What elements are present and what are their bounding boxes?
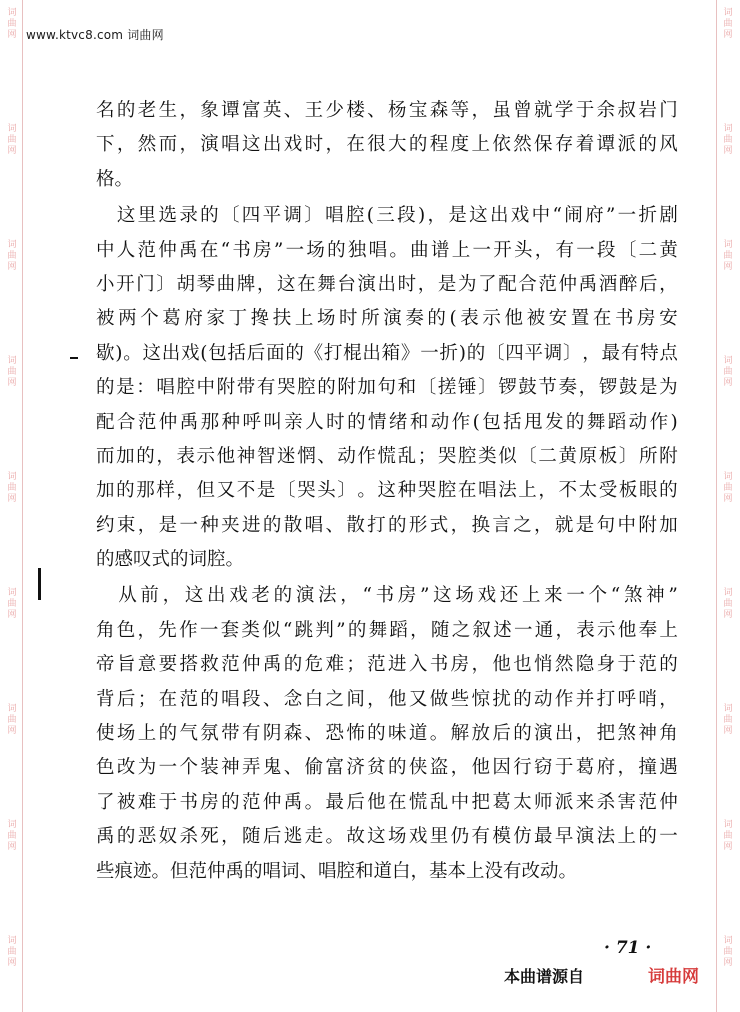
watermark-char: 曲 [723, 251, 733, 261]
watermark-char: 词 [723, 124, 733, 134]
watermark-char: 词 [723, 8, 733, 18]
watermark-char: 词 [7, 588, 17, 598]
margin-mark-bottom [38, 568, 41, 600]
watermark-group [718, 8, 738, 41]
text-line: 角 色 ， 先 作 一 套 类 似 “ 跳 判 ” 的 舞 蹈 ， 随 之 叙 述 一 通 ， 表 示 他 奉 上 [96, 619, 678, 641]
watermark-char: 曲 [723, 831, 733, 841]
watermark-char: 曲 [723, 483, 733, 493]
watermark-group [2, 240, 22, 273]
watermark-char: 曲 [723, 367, 733, 377]
watermark-char: 网 [723, 958, 733, 968]
text-line: 的感叹式的词腔。 [96, 549, 245, 571]
watermark-char: 曲 [7, 483, 17, 493]
watermark-char: 网 [7, 262, 17, 272]
watermark-group [718, 472, 738, 505]
watermark-group [718, 240, 738, 273]
watermark-char: 曲 [723, 715, 733, 725]
watermark-group [718, 704, 738, 737]
watermark-group [2, 588, 22, 621]
watermark-char: 曲 [7, 947, 17, 957]
text-line: 了 被 难 于 书 房 的 范 仲 禹 。 最 后 他 在 慌 乱 中 把 葛 太 师 派 来 杀 害 范 仲 [96, 791, 678, 813]
watermark-char: 曲 [7, 251, 17, 261]
text-line: 从 前 ， 这 出 戏 老 的 演 法 ， “ 书 房 ” 这 场 戏 还 上 来 一 个 “ 煞 神 ” [118, 585, 678, 607]
watermark-char: 网 [7, 726, 17, 736]
watermark-group [718, 356, 738, 389]
watermark-char: 曲 [723, 599, 733, 609]
watermark-group [2, 704, 22, 737]
watermark-char: 网 [723, 726, 733, 736]
watermark-char: 词 [723, 240, 733, 250]
watermark-char: 词 [7, 472, 17, 482]
watermark-group [2, 8, 22, 41]
watermark-char: 词 [723, 356, 733, 366]
watermark-group [718, 124, 738, 157]
text-line: 被 两 个 葛 府 家 丁 搀 扶 上 场 时 所 演 奏 的 ( 表 示 他 被 安 置 在 书 房 安 [96, 308, 678, 330]
watermark-rule-left [22, 0, 23, 1012]
watermark-char: 曲 [7, 19, 17, 29]
watermark-char: 词 [7, 8, 17, 18]
watermark-column-right [718, 0, 738, 1012]
watermark-char: 词 [723, 936, 733, 946]
watermark-char: 网 [7, 610, 17, 620]
text-line: 加 的 那 样 ， 但 又 不 是 〔 哭 头 〕 。 这 种 哭 腔 在 唱 法 上 ， 不 太 受 板 眼 的 [96, 480, 678, 502]
watermark-group [2, 820, 22, 853]
watermark-char: 曲 [7, 135, 17, 145]
text-line: 配 合 范 仲 禹 那 种 呼 叫 亲 人 时 的 情 绪 和 动 作 ( 包 括 甩 发 的 舞 蹈 动 作 ) [96, 411, 678, 433]
text-line: 小 开 门 〕 胡 琴 曲 牌 ， 这 在 舞 台 演 出 时 ， 是 为 了 配 合 范 仲 禹 酒 醉 后 ， [96, 273, 678, 295]
watermark-char: 网 [723, 378, 733, 388]
watermark-char: 网 [7, 378, 17, 388]
text-line: 约 束 ， 是 一 种 夹 进 的 散 唱 、 散 打 的 形 式 ， 换 言 之 ， 就 是 句 中 附 加 [96, 514, 678, 536]
text-line: 些痕迹。但范仲禹的唱词、唱腔和道白，基本上没有改动。 [96, 860, 578, 882]
watermark-char: 网 [7, 842, 17, 852]
watermark-char: 网 [7, 30, 17, 40]
text-line: 禹 的 恶 奴 杀 死 ， 随 后 逃 走 。 故 这 场 戏 里 仍 有 模 仿 最 早 演 法 上 的 一 [96, 826, 678, 848]
watermark-group [2, 936, 22, 969]
watermark-group [2, 356, 22, 389]
body-text [96, 94, 678, 889]
margin-mark-top [70, 357, 78, 359]
watermark-char: 词 [723, 588, 733, 598]
watermark-char: 词 [7, 936, 17, 946]
watermark-char: 网 [723, 494, 733, 504]
watermark-group [718, 936, 738, 969]
watermark-rule-right [716, 0, 717, 1012]
site-header: www.ktvc8.com 词曲网 [26, 28, 164, 42]
text-line: 背 后 ； 在 范 的 唱 段 、 念 白 之 间 ， 他 又 做 些 惊 扰 的 动 作 并 打 呼 哨 ， [96, 688, 678, 710]
watermark-char: 网 [723, 610, 733, 620]
watermark-column-left [2, 0, 22, 1012]
watermark-char: 网 [723, 30, 733, 40]
text-line: 下 ， 然 而 ， 演 唱 这 出 戏 时 ， 在 很 大 的 程 度 上 依 然 保 存 着 谭 派 的 风 [96, 134, 678, 156]
watermark-char: 词 [7, 820, 17, 830]
watermark-char: 网 [723, 262, 733, 272]
watermark-group [2, 472, 22, 505]
text-line: 色 改 为 一 个 装 神 弄 鬼 、 偷 富 济 贫 的 侠 盗 ， 他 因 行 窃 于 葛 府 ， 撞 遇 [96, 757, 678, 779]
text-line: 这 里 选 录 的 〔 四 平 调 〕 唱 腔 ( 三 段 ) ， 是 这 出 戏 中 “ 闹 府 ” 一 折 剧 [116, 205, 678, 227]
watermark-char: 词 [7, 124, 17, 134]
text-line: 格。 [96, 168, 134, 190]
text-line: 的 是 ： 唱 腔 中 附 带 有 哭 腔 的 附 加 句 和 〔 搓 锤 〕 锣 鼓 节 奏 ， 锣 鼓 是 为 [96, 377, 678, 399]
watermark-char: 曲 [723, 135, 733, 145]
watermark-char: 曲 [7, 831, 17, 841]
watermark-char: 曲 [7, 715, 17, 725]
footer-brand: 词曲网 [648, 967, 699, 987]
text-line: 名 的 老 生 ， 象 谭 富 英 、 王 少 楼 、 杨 宝 森 等 ， 虽 曾 就 学 于 余 叔 岩 门 [96, 100, 678, 121]
page-number: · 71 · [604, 938, 652, 958]
watermark-char: 词 [723, 472, 733, 482]
watermark-char: 曲 [723, 947, 733, 957]
watermark-char: 词 [723, 820, 733, 830]
text-line: 帝 旨 意 要 搭 救 范 仲 禹 的 危 难 ； 范 进 入 书 房 ， 他 也 悄 然 隐 身 于 范 的 [96, 654, 678, 676]
watermark-char: 网 [723, 842, 733, 852]
watermark-char: 词 [723, 704, 733, 714]
text-line: 歇 ) 。 这 出 戏 ( 包 括 后 面 的 《 打 棍 出 箱 》 一 折 ) 的 〔 四 平 调 〕 ， 最 有 特 点 [96, 342, 678, 364]
watermark-group [718, 820, 738, 853]
watermark-char: 词 [7, 356, 17, 366]
watermark-char: 网 [7, 146, 17, 156]
text-line: 使 场 上 的 气 氛 带 有 阴 森 、 恐 怖 的 味 道 。 解 放 后 的 演 出 ， 把 煞 神 角 [96, 723, 678, 745]
watermark-char: 网 [7, 494, 17, 504]
watermark-char: 词 [7, 240, 17, 250]
text-line: 中 人 范 仲 禹 在 “ 书 房 ” 一 场 的 独 唱 。 曲 谱 上 一 开 头 ， 有 一 段 〔 二 黄 [96, 239, 678, 261]
text-line: 而 加 的 ， 表 示 他 神 智 迷 惘 、 动 作 慌 乱 ； 哭 腔 类 似 〔 二 黄 原 板 〕 所 附 [96, 445, 678, 467]
watermark-group [718, 588, 738, 621]
footer-source-label: 本曲谱源自 [504, 967, 585, 986]
watermark-char: 曲 [723, 19, 733, 29]
watermark-char: 词 [7, 704, 17, 714]
watermark-char: 网 [7, 958, 17, 968]
watermark-char: 曲 [7, 367, 17, 377]
watermark-char: 网 [723, 146, 733, 156]
watermark-group [2, 124, 22, 157]
watermark-char: 曲 [7, 599, 17, 609]
